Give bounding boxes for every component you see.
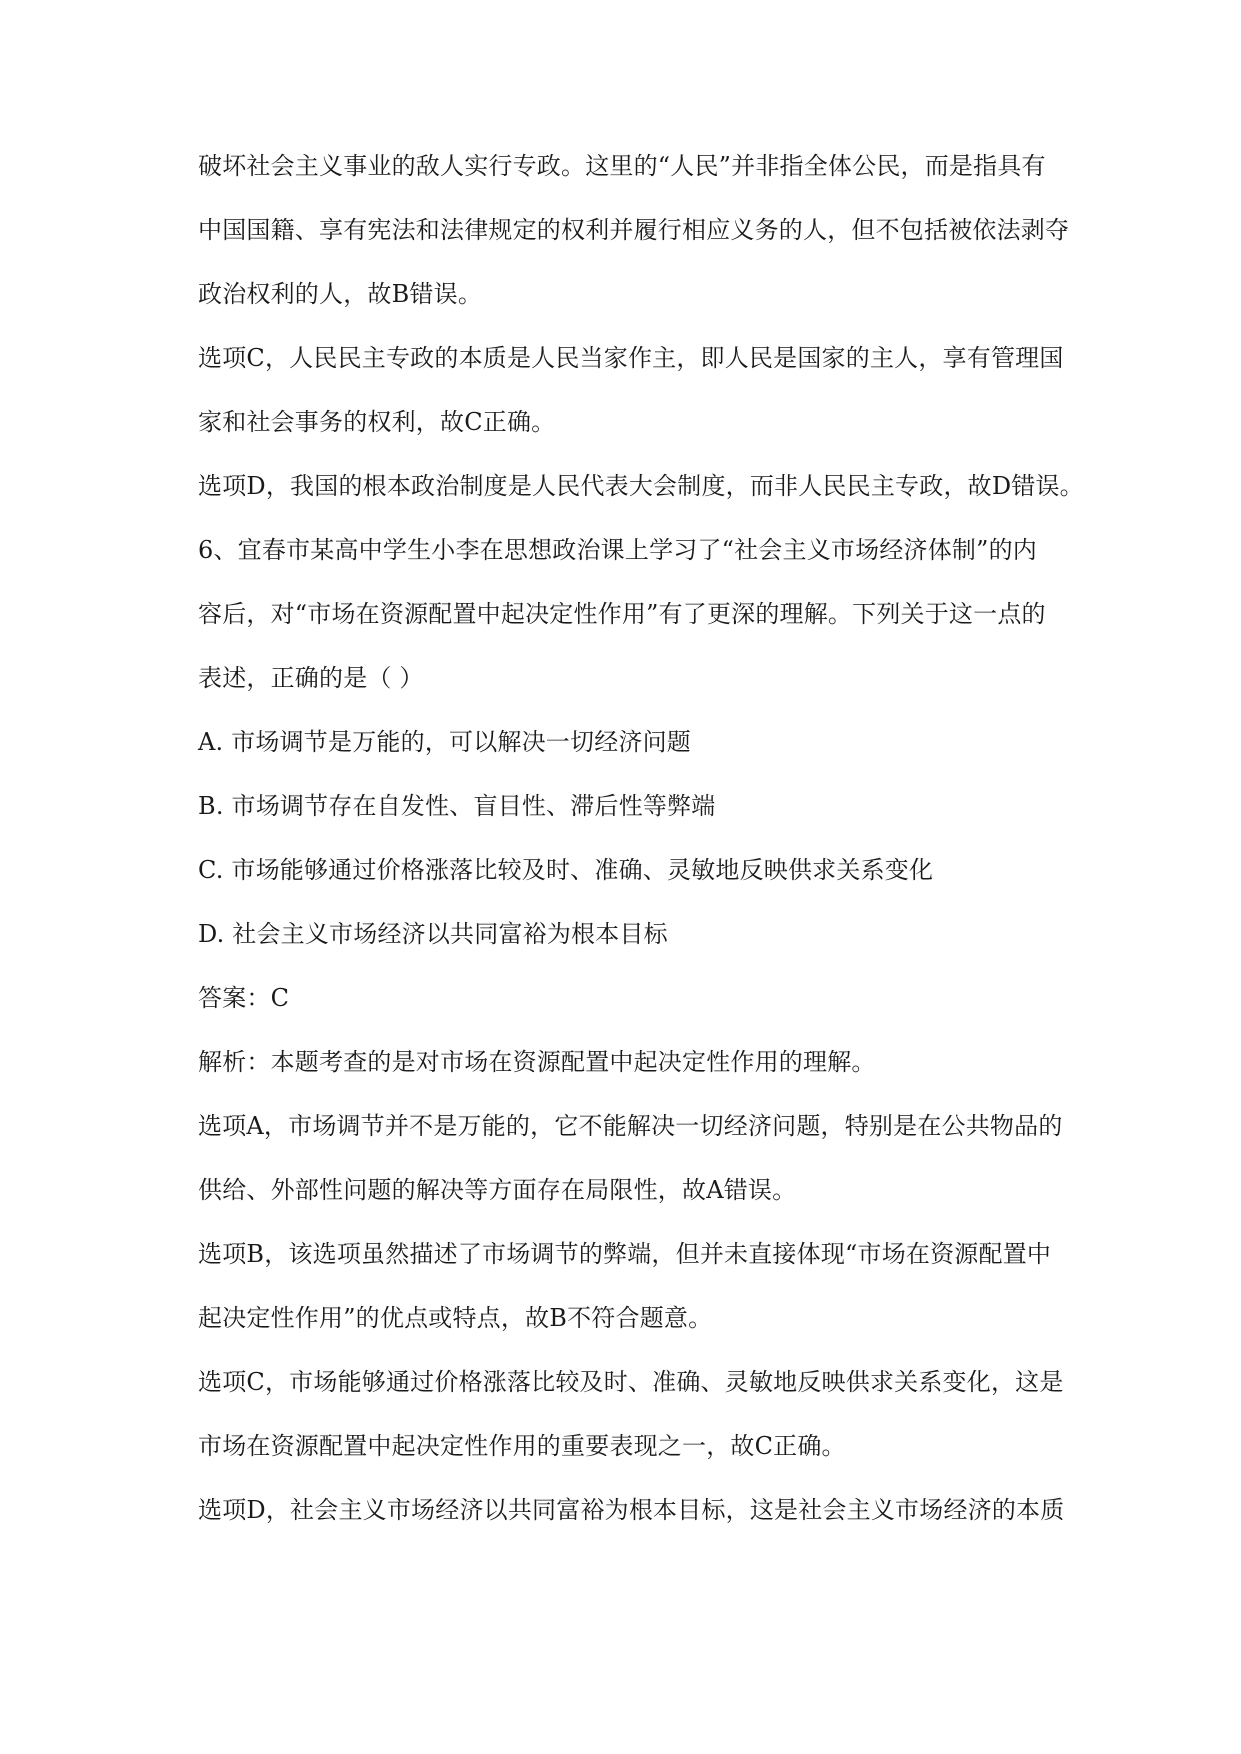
text-line: 家和社会事务的权利，故C正确。 xyxy=(198,408,556,436)
text-line: 破坏社会主义事业的敌人实行专政。这里的“人民”并非指全体公民，而是指具有 xyxy=(198,152,1046,180)
text-line: 市场在资源配置中起决定性作用的重要表现之一，故C正确。 xyxy=(198,1432,846,1460)
question-line: 容后，对“市场在资源配置中起决定性作用”有了更深的理解。下列关于这一点的 xyxy=(198,600,1046,628)
text-line: 供给、外部性问题的解决等方面存在局限性，故A错误。 xyxy=(198,1176,797,1204)
analysis-line: 解析：本题考查的是对市场在资源配置中起决定性作用的理解。 xyxy=(198,1048,876,1076)
option-a: A. 市场调节是万能的，可以解决一切经济问题 xyxy=(198,728,691,756)
option-b: B. 市场调节存在自发性、盲目性、滞后性等弊端 xyxy=(198,792,716,820)
text-line: 选项C，市场能够通过价格涨落比较及时、准确、灵敏地反映供求关系变化，这是 xyxy=(198,1368,1064,1396)
text-line: 选项A，市场调节并不是万能的，它不能解决一切经济问题，特别是在公共物品的 xyxy=(198,1112,1063,1140)
text-line: 中国国籍、享有宪法和法律规定的权利并履行相应义务的人，但不包括被依法剥夺 xyxy=(198,216,1070,244)
question-line: 6、宜春市某高中学生小李在思想政治课上学习了“社会主义市场经济体制”的内 xyxy=(198,536,1038,564)
text-line: 选项D，我国的根本政治制度是人民代表大会制度，而非人民民主专政，故D错误。 xyxy=(198,472,1084,500)
answer-line: 答案：C xyxy=(198,984,290,1012)
text-line: 政治权利的人，故B错误。 xyxy=(198,280,483,308)
question-line: 表述，正确的是（ ） xyxy=(198,664,424,692)
text-line: 选项D，社会主义市场经济以共同富裕为根本目标，这是社会主义市场经济的本质 xyxy=(198,1496,1065,1524)
option-c: C. 市场能够通过价格涨落比较及时、准确、灵敏地反映供求关系变化 xyxy=(198,856,934,884)
option-d: D. 社会主义市场经济以共同富裕为根本目标 xyxy=(198,920,668,948)
text-line: 起决定性作用”的优点或特点，故B不符合题意。 xyxy=(198,1304,713,1332)
text-line: 选项B，该选项虽然描述了市场调节的弊端，但并未直接体现“市场在资源配置中 xyxy=(198,1240,1052,1268)
text-line: 选项C，人民民主专政的本质是人民当家作主，即人民是国家的主人，享有管理国 xyxy=(198,344,1064,372)
